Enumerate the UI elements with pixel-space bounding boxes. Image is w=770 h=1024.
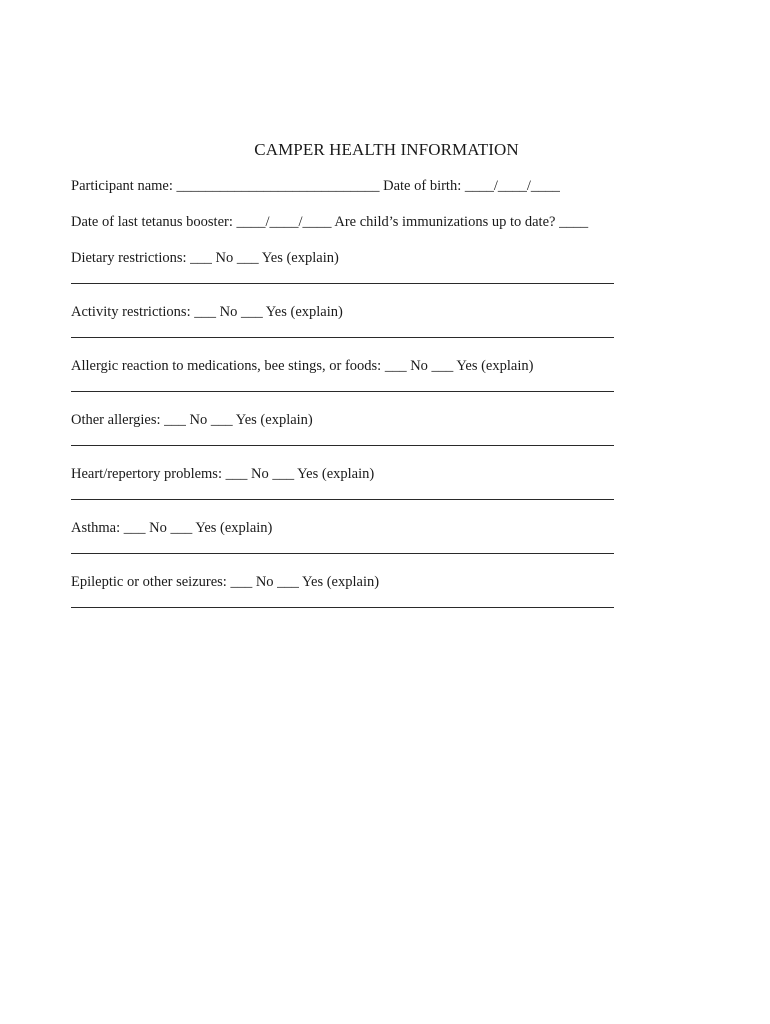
asthma-line: Asthma: ___ No ___ Yes (explain)	[71, 520, 273, 536]
epileptic-seizures-line: Epileptic or other seizures: ___ No ___ Yes (explain)	[71, 574, 380, 590]
other-allergies-explain-rule	[71, 445, 614, 446]
other-allergies-line: Other allergies: ___ No ___ Yes (explain)	[71, 412, 313, 428]
heart-problems-line: Heart/repertory problems: ___ No ___ Yes (explain)	[71, 466, 375, 482]
allergic-reaction-explain-rule	[71, 391, 614, 392]
dietary-restrictions-line: Dietary restrictions: ___ No ___ Yes (explain)	[71, 250, 339, 266]
heart-problems-explain-rule	[71, 499, 614, 500]
form-title: CAMPER HEALTH INFORMATION	[254, 140, 519, 159]
asthma-explain-rule	[71, 553, 614, 554]
participant-name-dob-line: Participant name: ____________________________ Date of birth: ____/____/____	[71, 178, 560, 194]
dietary-explain-rule	[71, 283, 614, 284]
epileptic-seizures-explain-rule	[71, 607, 614, 608]
activity-explain-rule	[71, 337, 614, 338]
allergic-reaction-line: Allergic reaction to medications, bee stings, or foods: ___ No ___ Yes (explain)	[71, 358, 534, 374]
activity-restrictions-line: Activity restrictions: ___ No ___ Yes (explain)	[71, 304, 343, 320]
tetanus-immunization-line: Date of last tetanus booster: ____/____/____ Are child’s immunizations up to date? ____	[71, 214, 589, 230]
